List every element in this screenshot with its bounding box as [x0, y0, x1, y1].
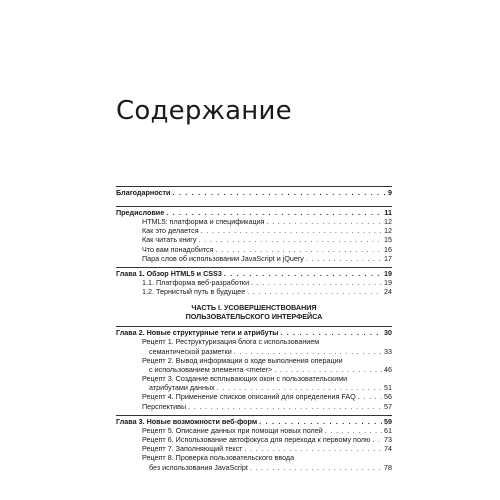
toc-page-number: 19: [384, 277, 392, 287]
dot-leader: [250, 464, 382, 471]
toc-entry-label: Глава 2. Новые структурные теги и атрибуты: [116, 328, 279, 338]
toc-entry-label: Рецепт 6. Использование автофокуса для перехода к первому полю: [142, 435, 371, 444]
part-heading-line: ЧАСТЬ I. УСОВЕРШЕНСТВОВАНИЯ: [191, 303, 317, 313]
page-title: Содержание: [116, 96, 292, 126]
dot-leader: [267, 218, 383, 225]
toc-page-number: 12: [384, 226, 392, 236]
toc-entry-label: HTML5: платформа и спецификация: [142, 217, 265, 226]
toc-page-number: 12: [384, 217, 392, 226]
dot-leader: [188, 403, 382, 410]
toc-page-number: 73: [384, 435, 392, 444]
toc-entry-chapter-3[interactable]: [116, 415, 392, 427]
toc-page-number: 30: [384, 328, 392, 338]
dot-leader: [274, 366, 382, 373]
dot-leader: [172, 189, 386, 196]
dot-leader: [325, 427, 382, 434]
toc-entry-label: Перспективы: [142, 401, 187, 411]
toc-entry-label: Пара слов об использовании JavaScript и jQuery: [142, 253, 304, 263]
toc-page-number: 9: [388, 188, 392, 197]
toc-subentry[interactable]: [116, 255, 392, 264]
part-heading: [116, 304, 392, 321]
toc-entry-label: Как читать книгу: [142, 235, 197, 245]
toc-entry-label: 1.2. Тернистый путь в будущее: [142, 287, 246, 297]
dot-leader: [280, 329, 382, 336]
toc-page-number: 56: [384, 392, 392, 402]
toc-page-number: 15: [384, 235, 392, 245]
toc-page-number: 74: [384, 444, 392, 454]
toc-page-number: 59: [384, 416, 392, 426]
dot-leader: [372, 436, 382, 443]
dot-leader: [234, 348, 382, 355]
toc-page-number: 46: [384, 364, 392, 374]
toc-subentry[interactable]: [116, 403, 392, 412]
dot-leader: [251, 279, 382, 286]
dot-leader: [201, 227, 382, 234]
toc-entry-label: с использованием элемента <meter>: [149, 364, 273, 374]
toc-entry-label: Рецепт 4. Применение списков описаний для определения FAQ: [142, 392, 356, 402]
toc-entry-label: Глава 1. Обзор HTML5 и CSS3: [116, 268, 222, 278]
dot-leader: [358, 393, 382, 400]
dot-leader: [247, 288, 382, 295]
toc-entry-label: Благодарности: [116, 188, 171, 197]
toc-page-number: 16: [384, 244, 392, 254]
toc-entry-label: семантической разметки: [149, 346, 232, 356]
toc-page-number: 11: [384, 208, 392, 217]
toc-entry-label: Предисловие: [116, 208, 165, 217]
toc-entry-label: Рецепт 7. Заполняющий текст: [142, 444, 243, 454]
toc-entry-label: Как это делается: [142, 226, 199, 236]
toc-entry-label: Рецепт 5. Описание данных при помощи новых полей: [142, 425, 323, 435]
toc-entry-acknowledgements[interactable]: [116, 186, 392, 198]
dot-leader: [259, 418, 382, 425]
toc-page-number: 17: [384, 253, 392, 263]
toc-subentry-line[interactable]: Рецепт 2. Вывод информации о ходе выполнения операции: [142, 355, 343, 365]
toc-entry-label: Что вам понадобится: [142, 244, 214, 254]
toc-page-number: 19: [384, 268, 392, 278]
toc-subentry[interactable]: [116, 288, 392, 297]
dot-leader: [166, 209, 382, 216]
toc-page-number: 51: [384, 383, 392, 393]
dot-leader: [244, 445, 382, 452]
toc-subentry-line[interactable]: Рецепт 8. Проверка пользовательского ввода: [142, 453, 295, 463]
table-of-contents: [116, 183, 392, 473]
toc-entry-label: Глава 3. Новые возможности веб-форм: [116, 416, 258, 426]
toc-page-number: 61: [384, 425, 392, 435]
dot-leader: [216, 246, 382, 253]
toc-entry-label: без использования JavaScript: [149, 462, 248, 472]
toc-page-number: 57: [384, 401, 392, 411]
toc-page-number: 33: [384, 346, 392, 356]
toc-subentry[interactable]: [116, 464, 392, 473]
toc-page-number: 78: [384, 462, 392, 472]
toc-subentry-line[interactable]: Рецепт 1. Реструктуризация блога с использованием: [142, 337, 320, 347]
toc-page-number: 24: [384, 287, 392, 297]
dot-leader: [306, 255, 382, 262]
toc-entry-label: атрибутами данных: [149, 383, 215, 393]
toc-entry-label: 1.1. Платформа веб-разработки: [142, 277, 250, 287]
dot-leader: [224, 270, 382, 277]
part-heading-line: ПОЛЬЗОВАТЕЛЬСКОГО ИНТЕРФЕЙСА: [185, 311, 323, 321]
toc-subentry-line[interactable]: Рецепт 3. Создание всплывающих окон с пользовательскими: [142, 374, 348, 384]
dot-leader: [217, 384, 382, 391]
dot-leader: [199, 236, 382, 243]
